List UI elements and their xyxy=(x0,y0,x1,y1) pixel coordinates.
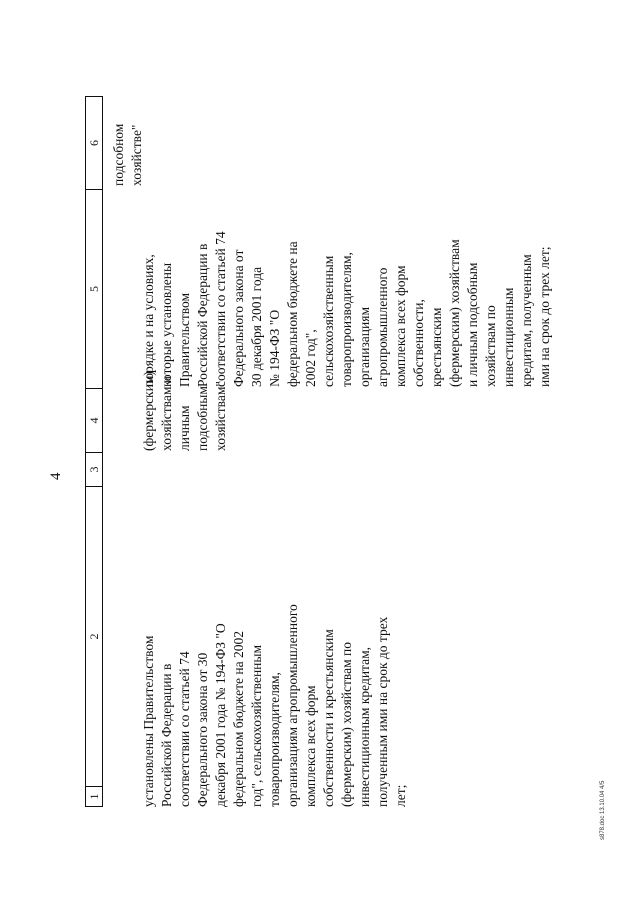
text-line: сельскохозяйственным xyxy=(321,255,336,387)
text-line: Правительством xyxy=(177,292,192,387)
text-line: собственности, xyxy=(411,299,426,387)
text-line: (фермерским) xyxy=(141,371,156,451)
text-line: Федерального закона от xyxy=(231,249,246,387)
text-line: личным xyxy=(177,405,192,451)
text-line: инвестиционным xyxy=(501,287,516,387)
text-line: 2002 год", xyxy=(303,329,318,387)
text-line: товаропроизводителям, xyxy=(267,672,282,807)
text-line: ими на срок до трех лет; xyxy=(537,246,552,387)
header-col-3: 3 xyxy=(86,452,102,486)
text-line: комплекса всех форм xyxy=(303,685,318,807)
text-line: соответствии со статьей 74 xyxy=(213,231,228,387)
header-col-5: 5 xyxy=(86,189,102,388)
table-header-row xyxy=(85,96,103,807)
text-line: порядке и на условиях, xyxy=(141,254,156,387)
text-line: федеральном бюджете на 2002 xyxy=(231,631,246,807)
text-line: Федерального закона от 30 xyxy=(195,652,210,807)
text-line: комплекса всех форм xyxy=(393,265,408,387)
header-col-6: 6 xyxy=(86,140,101,146)
text-line: (фермерским) хозяйствам по xyxy=(339,642,354,807)
page-number: 4 xyxy=(48,472,64,480)
text-line: установлены Правительством xyxy=(141,635,156,807)
text-line: федеральном бюджете на xyxy=(285,241,300,387)
text-line: агропромышленного xyxy=(375,267,390,387)
text-line: № 194-ФЗ "О xyxy=(267,309,282,387)
text-line: товаропроизводителям, xyxy=(339,252,354,387)
text-line: подсобным xyxy=(195,386,210,451)
text-line: 30 декабря 2001 года xyxy=(249,266,264,387)
text-line: подсобном xyxy=(111,123,126,186)
text-line: соответствии со статьей 74 xyxy=(177,651,192,807)
text-line: организациям xyxy=(357,306,372,387)
text-line: собственности и крестьянским xyxy=(321,629,336,807)
text-line: крестьянским xyxy=(429,307,444,387)
text-line: которые установлены xyxy=(159,262,174,387)
text-line: инвестиционным кредитам, xyxy=(357,646,372,807)
text-line: и личным подсобным xyxy=(465,262,480,387)
header-col-4: 4 xyxy=(86,388,102,452)
text-line: организациям агропромышленного xyxy=(285,604,300,807)
text-line: Российской Федерации в xyxy=(159,663,174,807)
document-footer-code: s878.doc 13.10.04 4/5 xyxy=(600,780,606,840)
text-line: декабря 2001 года № 194-ФЗ "О xyxy=(213,623,228,807)
text-line: Российской Федерации в xyxy=(195,243,210,387)
column-5-text xyxy=(140,231,554,387)
text-line: хозяйстве" xyxy=(129,124,144,186)
text-line: (фермерским) хозяйствам xyxy=(447,239,462,387)
header-col-2: 2 xyxy=(86,486,102,786)
text-line: хозяйствам по xyxy=(483,305,498,387)
text-line: лет; xyxy=(393,784,408,807)
text-line: год", сельскохозяйственным xyxy=(249,644,264,807)
column-6-text xyxy=(110,124,146,186)
column-2-text xyxy=(140,604,410,807)
header-col-1: 1 xyxy=(86,786,102,806)
text-line: хозяйствам и xyxy=(159,376,174,451)
text-line: хозяйствам" xyxy=(213,381,228,451)
text-line: полученным ими на срок до трех xyxy=(375,616,390,807)
text-line: кредитам, полученным xyxy=(519,254,534,387)
